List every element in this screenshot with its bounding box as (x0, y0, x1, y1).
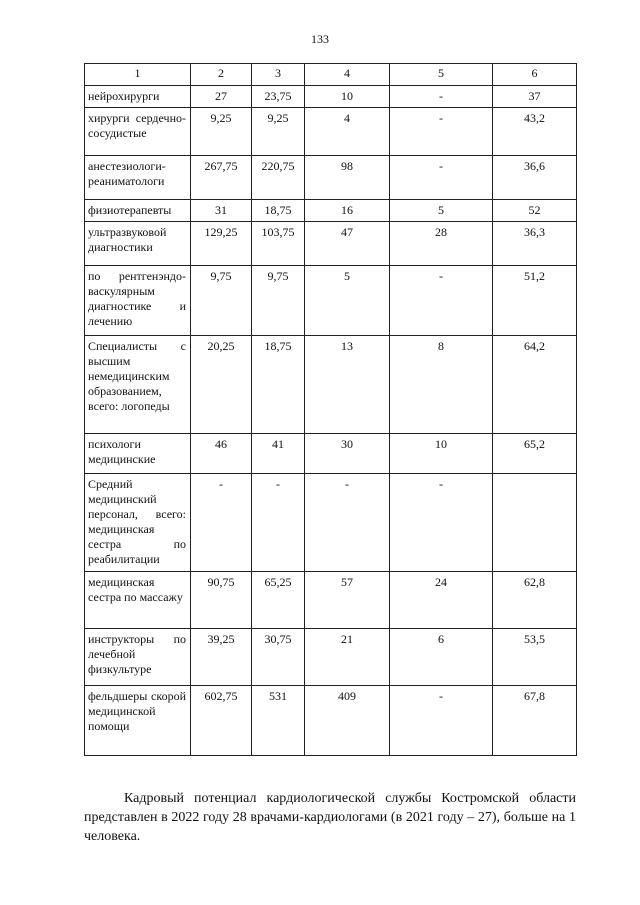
value-cell: 13 (305, 336, 390, 434)
table-row (85, 572, 577, 629)
value-cell: 64,2 (493, 336, 577, 434)
table-row (85, 686, 577, 756)
value-cell (493, 474, 577, 572)
value-cell: 4 (305, 108, 390, 156)
value-cell: - (390, 686, 493, 756)
table-row (85, 86, 577, 108)
specialty-cell: хирурги сердечно-сосудистые (85, 108, 191, 156)
value-cell: 52 (493, 200, 577, 222)
value-cell: 30,75 (252, 629, 305, 686)
column-header: 5 (390, 64, 493, 86)
specialty-cell: инструкторы по лечебной физкультуре (85, 629, 191, 686)
table-row (85, 156, 577, 200)
value-cell: 20,25 (191, 336, 252, 434)
value-cell: 9,25 (252, 108, 305, 156)
table-row (85, 434, 577, 474)
value-cell: 43,2 (493, 108, 577, 156)
table-header-row (85, 64, 577, 86)
value-cell: 65,25 (252, 572, 305, 629)
specialty-cell: физиотерапевты (85, 200, 191, 222)
value-cell: 47 (305, 222, 390, 266)
specialty-cell: ультразвуковой диагностики (85, 222, 191, 266)
table-row (85, 222, 577, 266)
value-cell: - (390, 86, 493, 108)
value-cell: 10 (390, 434, 493, 474)
specialty-cell: медицинская сестра по массажу (85, 572, 191, 629)
value-cell: 18,75 (252, 200, 305, 222)
specialty-cell: Средний медицинский персонал, всего: медицинская сестра по реабилитации (85, 474, 191, 572)
value-cell: 267,75 (191, 156, 252, 200)
value-cell: - (390, 156, 493, 200)
value-cell: 9,25 (191, 108, 252, 156)
value-cell: 41 (252, 434, 305, 474)
value-cell: 39,25 (191, 629, 252, 686)
staffing-table (84, 63, 577, 756)
value-cell: 37 (493, 86, 577, 108)
value-cell: 46 (191, 434, 252, 474)
page-number: 133 (311, 32, 329, 46)
value-cell: 23,75 (252, 86, 305, 108)
value-cell: 57 (305, 572, 390, 629)
value-cell: 103,75 (252, 222, 305, 266)
value-cell: 51,2 (493, 266, 577, 336)
value-cell: 65,2 (493, 434, 577, 474)
value-cell: - (390, 266, 493, 336)
value-cell: 31 (191, 200, 252, 222)
value-cell: 36,6 (493, 156, 577, 200)
value-cell: 602,75 (191, 686, 252, 756)
value-cell: 8 (390, 336, 493, 434)
specialty-cell: психологи медицинские (85, 434, 191, 474)
column-header: 3 (252, 64, 305, 86)
value-cell: 98 (305, 156, 390, 200)
summary-paragraph: Кадровый потенциал кардиологической службы Костромской области представлен в 2022 году 28 врачами-кардиологами (в 2021 году – 27), больше на 1 человека. (84, 791, 576, 844)
value-cell: 67,8 (493, 686, 577, 756)
specialty-cell: Специалисты с высшим немедицинским образованием, всего: логопеды (85, 336, 191, 434)
table-row (85, 266, 577, 336)
value-cell: - (305, 474, 390, 572)
value-cell: - (191, 474, 252, 572)
value-cell: 531 (252, 686, 305, 756)
column-header: 4 (305, 64, 390, 86)
table-row (85, 474, 577, 572)
value-cell: 220,75 (252, 156, 305, 200)
column-header: 6 (493, 64, 577, 86)
value-cell: 53,5 (493, 629, 577, 686)
value-cell: 30 (305, 434, 390, 474)
value-cell: 28 (390, 222, 493, 266)
value-cell: - (390, 474, 493, 572)
value-cell: 16 (305, 200, 390, 222)
value-cell: 6 (390, 629, 493, 686)
value-cell: 10 (305, 86, 390, 108)
value-cell: - (390, 108, 493, 156)
value-cell: 5 (305, 266, 390, 336)
value-cell: 5 (390, 200, 493, 222)
specialty-cell: фельдшеры скорой медицинской помощи (85, 686, 191, 756)
value-cell: 27 (191, 86, 252, 108)
value-cell: 21 (305, 629, 390, 686)
table-row (85, 200, 577, 222)
value-cell: 129,25 (191, 222, 252, 266)
specialty-cell: по рентгенэндо-васкулярным диагностике и лечению (85, 266, 191, 336)
value-cell: 9,75 (191, 266, 252, 336)
table-row (85, 336, 577, 434)
column-header: 2 (191, 64, 252, 86)
table-row (85, 629, 577, 686)
value-cell: 9,75 (252, 266, 305, 336)
table-row (85, 108, 577, 156)
value-cell: 62,8 (493, 572, 577, 629)
value-cell: 18,75 (252, 336, 305, 434)
value-cell: 409 (305, 686, 390, 756)
value-cell: 36,3 (493, 222, 577, 266)
column-header: 1 (85, 64, 191, 86)
value-cell: 90,75 (191, 572, 252, 629)
value-cell: 24 (390, 572, 493, 629)
specialty-cell: нейрохирурги (85, 86, 191, 108)
value-cell: - (252, 474, 305, 572)
specialty-cell: анестезиологи-реаниматологи (85, 156, 191, 200)
